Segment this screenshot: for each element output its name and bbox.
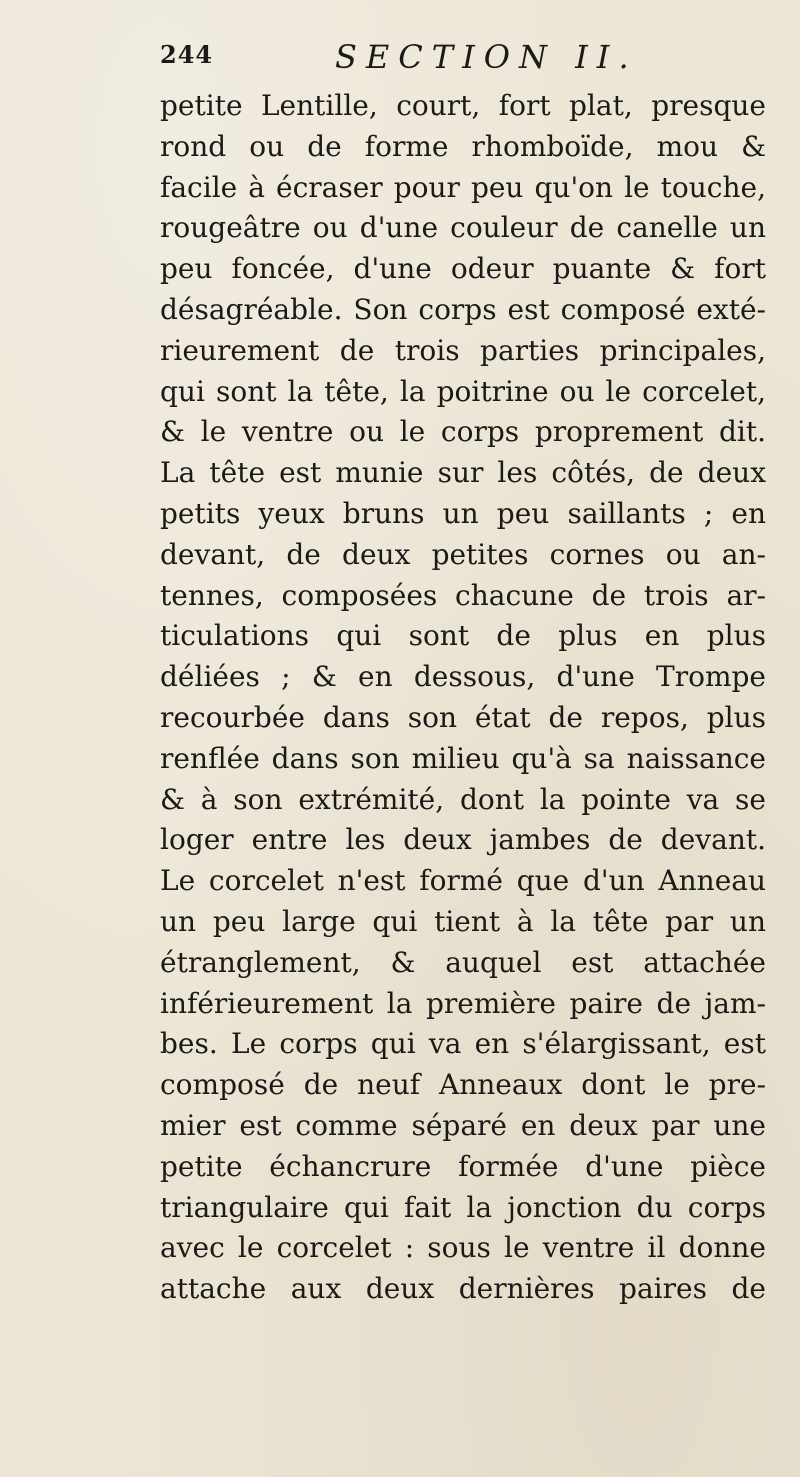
text-line: petite Lentille, court, fort plat, presque (160, 89, 766, 122)
text-line: devant, de deux petites cornes ou an- (160, 537, 766, 571)
text-line: mier est comme séparé en deux par une (160, 1108, 766, 1142)
text-line: petits yeux bruns un peu saillants ; en (160, 496, 766, 530)
running-head: SECTION II. (335, 38, 638, 76)
text-line: peu foncée, d'une odeur puante & fort (160, 252, 766, 286)
text-line: La tête est munie sur les côtés, de deux (160, 456, 766, 490)
text-line: triangulaire qui fait la jonction du corps (160, 1190, 766, 1224)
text-line: petite échancrure formée d'une pièce (160, 1149, 766, 1183)
page-number: 244 (160, 40, 214, 69)
text-line: composé de neuf Anneaux dont le pre- (160, 1068, 766, 1102)
text-line: inférieurement la première paire de jam- (160, 986, 766, 1020)
text-line: bes. Le corps qui va en s'élargissant, est (160, 1027, 766, 1061)
text-line: renflée dans son milieu qu'à sa naissance (160, 741, 766, 775)
text-line: un peu large qui tient à la tête par un (160, 904, 766, 938)
text-line: ticulations qui sont de plus en plus (160, 619, 766, 653)
text-line: Le corcelet n'est formé que d'un Anneau (160, 864, 766, 898)
text-line: loger entre les deux jambes de devant. (160, 823, 766, 857)
text-line: attache aux deux dernières paires de (160, 1272, 766, 1306)
text-line: & le ventre ou le corps proprement dit. (160, 415, 766, 449)
text-line: étranglement, & auquel est attachée (160, 945, 766, 979)
text-line: déliées ; & en dessous, d'une Trompe (160, 660, 766, 694)
text-line: recourbée dans son état de repos, plus (160, 700, 766, 734)
text-line: rond ou de forme rhomboïde, mou & (160, 129, 766, 163)
text-line: qui sont la tête, la poitrine ou le corcelet, (160, 374, 766, 408)
text-line: & à son extrémité, dont la pointe va se (160, 782, 766, 816)
text-line: avec le corcelet : sous le ventre il donne (160, 1231, 766, 1265)
text-line: facile à écraser pour peu qu'on le touche, (160, 170, 766, 204)
text-line: désagréable. Son corps est composé exté- (160, 292, 766, 326)
body-text (160, 86, 766, 1310)
page-header (160, 38, 780, 82)
text-line: rieurement de trois parties principales, (160, 333, 766, 367)
text-line: rougeâtre ou d'une couleur de canelle un (160, 211, 766, 245)
text-line: tennes, composées chacune de trois ar- (160, 578, 766, 612)
